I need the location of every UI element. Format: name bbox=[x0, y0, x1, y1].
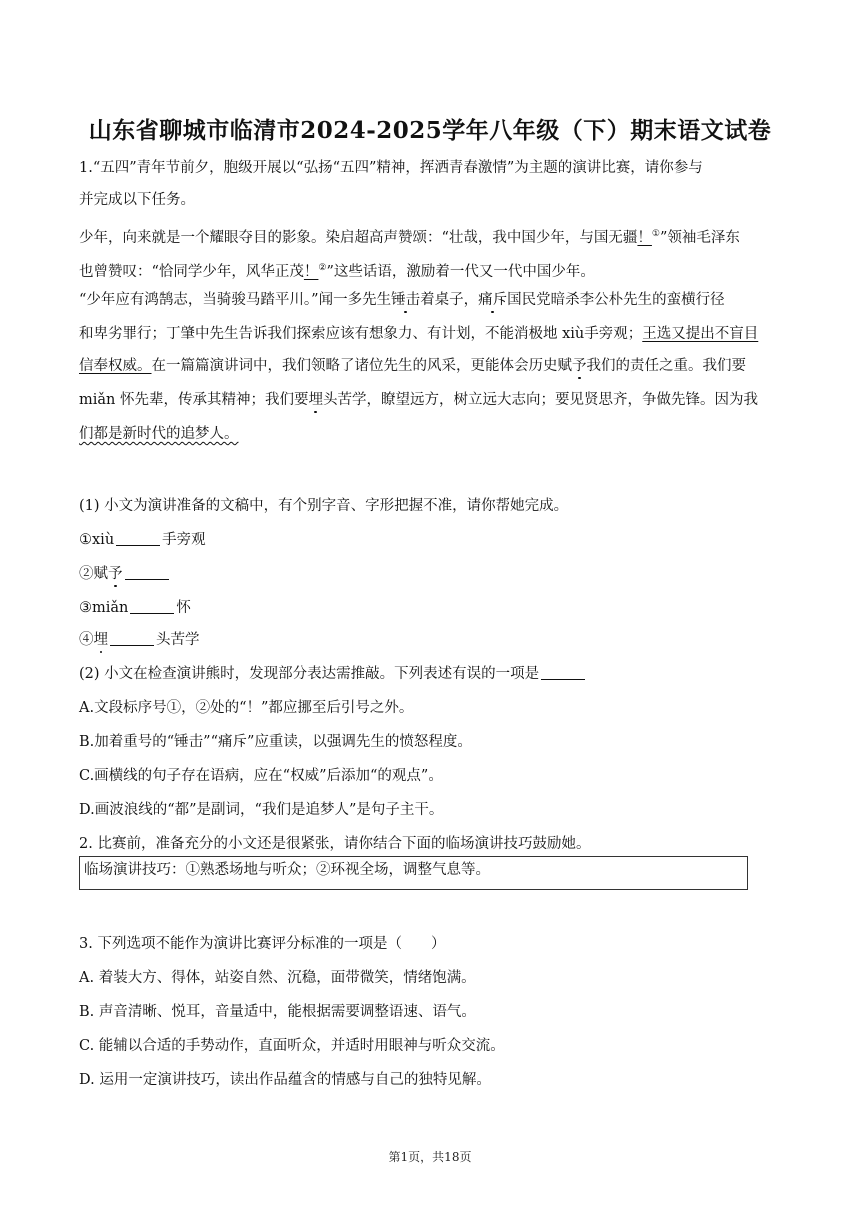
page-number: 第1页，共18页 bbox=[388, 1150, 472, 1164]
q1-sub2-stem: (2) 小文在检查演讲熊时，发现部分表达需推敲。下列表述有误的一项是 bbox=[79, 664, 587, 684]
q3-option-b: B. 声音清晰、悦耳，音量适中，能根据需要调整语速、语气。 bbox=[79, 1004, 476, 1020]
passage-line-4: 和卑劣罪行；丁肇中先生告诉我们探索应该有想象力、有计划，不能消极地 xiù手旁观；王选又提出不盲目 bbox=[79, 326, 759, 342]
answer-blank-2[interactable] bbox=[125, 565, 169, 580]
sequence-mark-1: ① bbox=[651, 229, 660, 239]
emphasis-char-mai: 埋 bbox=[308, 392, 323, 408]
page-title: 山东省聊城市临清市2024-2025学年八年级（下）期末语文试卷 bbox=[88, 117, 772, 144]
q1-option-b: B.加着重号的“锤击”“痛斥”应重读，以强调先生的愤怒程度。 bbox=[79, 734, 472, 750]
emphasis-word-tongchi: 痛斥 bbox=[478, 292, 508, 308]
emphasis-char-yu: 予 bbox=[572, 358, 587, 374]
q3-option-c: C. 能辅以合适的手势动作，直面听众，并适时用眼神与听众交流。 bbox=[79, 1038, 505, 1054]
q1-intro-line-2: 并完成以下任务。 bbox=[79, 192, 195, 208]
answer-blank-4[interactable] bbox=[110, 631, 154, 646]
q1-sub1-stem: (1) 小文为演讲准备的文稿中，有个别字音、字形把握不准，请你帮她完成。 bbox=[79, 498, 569, 514]
passage-line-7 bbox=[79, 424, 239, 444]
q3-option-a: A. 着装大方、得体，站姿自然、沉稳，面带微笑，情绪饱满。 bbox=[79, 970, 476, 986]
q1-intro-line-1: 1.“五四”青年节前夕，胞级开展以“弘扬“五四”精神，挥洒青春激情”为主题的演讲比赛，请你参与 bbox=[79, 160, 703, 176]
q1-sub1-item-3: ③miǎn 怀 bbox=[79, 600, 191, 616]
passage-line-2: 也曾赞叹：“恰同学少年，风华正茂！②”这些话语，激励着一代又一代中国少年。 bbox=[79, 263, 595, 280]
passage-line-5: 信奉权威。在一篇篇演讲词中，我们领略了诸位先生的风采，更能体会历史赋予我们的责任之重。我们要 bbox=[79, 358, 746, 374]
q1-option-d: D.画波浪线的“都”是副词，“我们是追梦人”是句子主干。 bbox=[79, 802, 444, 818]
q1-sub1-item-2: ②赋予 bbox=[79, 564, 171, 584]
q1-option-a: A.文段标序号①，②处的“！”都应挪至后引号之外。 bbox=[79, 700, 414, 716]
answer-blank-5[interactable] bbox=[541, 665, 585, 680]
q2-stem: 2. 比赛前，准备充分的小文还是很紧张，请你结合下面的临场演讲技巧鼓励她。 bbox=[79, 836, 591, 852]
q3-stem: 3. 下列选项不能作为演讲比赛评分标准的一项是（ ） bbox=[79, 936, 446, 952]
q3-option-d: D. 运用一定演讲技巧，读出作品蕴含的情感与自己的独特见解。 bbox=[79, 1072, 491, 1088]
answer-blank-3[interactable] bbox=[130, 599, 174, 614]
marked-exclamation-1: ！ bbox=[637, 229, 652, 246]
q1-option-c: C.画横线的句子存在语病，应在“权威”后添加“的观点”。 bbox=[79, 768, 443, 784]
marked-exclamation-2: ！ bbox=[303, 263, 319, 280]
passage-line-6: miǎn 怀先辈，传承其精神；我们要埋头苦学，瞭望远方，树立远大志向；要见贤思齐，争做先锋。因为我 bbox=[79, 392, 758, 408]
speech-tips-box: 临场演讲技巧：①熟悉场地与听众；②环视全场，调整气息等。 bbox=[79, 856, 748, 890]
q1-sub1-item-1: ①xiù 手旁观 bbox=[79, 532, 206, 548]
q1-sub1-item-4: ④埋 头苦学 bbox=[79, 632, 200, 648]
passage-line-1: 少年，向来就是一个耀眼夺目的影象。染启超高声赞颂：“壮哉，我中国少年，与国无疆！①”领袖毛泽东 bbox=[79, 229, 740, 246]
underlined-sentence-part-1: 王选又提出不盲目 bbox=[642, 326, 759, 342]
answer-blank-1[interactable] bbox=[116, 531, 160, 546]
underlined-sentence-part-2: 信奉权威。 bbox=[79, 358, 152, 374]
sequence-mark-2: ② bbox=[318, 263, 327, 273]
emphasis-word-chuiji: 锤击 bbox=[391, 292, 421, 308]
wavy-underlined-sentence: 们都是新时代的追梦人。 bbox=[79, 426, 239, 442]
passage-line-3: “少年应有鸿鹄志，当骑骏马踏平川。”闻一多先生锤击着桌子，痛斥国民党暗杀李公朴先生的蛮横行径 bbox=[79, 292, 725, 308]
